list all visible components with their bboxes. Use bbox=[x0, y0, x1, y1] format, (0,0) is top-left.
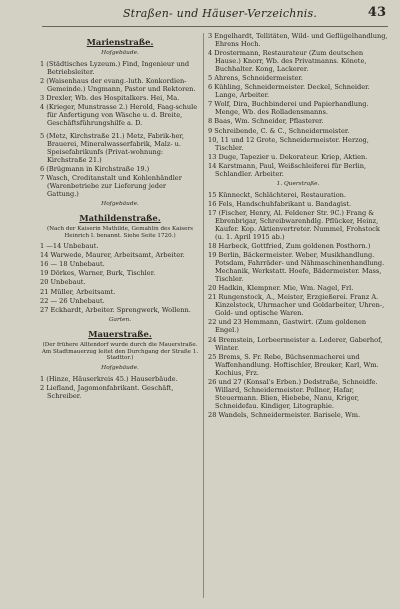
list-item: 2 Liefland, Jagomonfabrikant. Geschäft, Schreiber. bbox=[40, 384, 174, 401]
street-heading-mauerstrasse: Mauerstraße. bbox=[88, 328, 152, 339]
sub-heading: Hofgebäude. bbox=[101, 365, 139, 372]
page-number: 43 bbox=[367, 5, 386, 20]
list-item: 3 Engelhardt, Tellitäten, Wild- und Geflügelhandlung, Ehrens Hoch. bbox=[208, 32, 388, 48]
list-item: 27 Eckhardt, Arbeiter. Sprengwerk, Wollenn. bbox=[40, 305, 191, 314]
list-item: 18 Harbeck, Gottfried, Zum goldenen Posthorn.) bbox=[208, 242, 371, 251]
list-item: 22 — 26 Unbebaut. bbox=[40, 296, 105, 305]
list-item: 7 Wasch, Creditanstalt und Kohlenhändler (Warenbetriebe zur Lieferung jeder Gattung.) bbox=[40, 174, 182, 199]
list-item: 9 Schreibende, C. & C., Schneidermeister. bbox=[208, 126, 350, 135]
right-column bbox=[208, 33, 388, 421]
list-item: 6 (Brügmann in Kirchstraße 19.) bbox=[40, 165, 150, 174]
street-note: (Der frühere Alltendorf wurde durch die Mauerstraße. Am Stadtmauerzug leitet den Durchgang der Straße 1. Stadttor.) bbox=[41, 341, 199, 362]
list-item: 24 Bremstein, Lorbeermeister a. Lederer, Gaberhof, Winter. bbox=[208, 335, 383, 352]
list-item: 21 Rungenstock, A., Meister, Erzgießerei. Franz A. Kinzelstock, Uhrmacher und Goldarbeiter, Uhren-, Gold- und optische Waren. bbox=[208, 293, 385, 318]
sub-heading: 1. Querstraße. bbox=[276, 180, 320, 187]
list-item: 19 Berlin, Bäckermeister. Weber, Musikhandlung. Potsdam, Fahrräder- und Nähmaschinenhandlung. Mechanik, Werkstatt. Hoefe, Bädermeister. Mass, Tischler. bbox=[208, 251, 385, 284]
left-column bbox=[40, 33, 200, 402]
list-item: 13 Duge, Tapezier u. Dekorateur. Kriep, Aktien. bbox=[208, 152, 368, 161]
list-item: 6 Kühling, Schneidermeister. Deckel, Schneider. Lange, Arbeiter. bbox=[208, 83, 370, 100]
list-item: 4 (Krieger, Munstrasse 2.) Herold, Faag-schule für Anfertigung von Wäsche u. d. Breite, Geschäftsführungshilfe a. D. bbox=[40, 103, 198, 128]
page-title: Straßen- und Häuser-Verzeichnis. bbox=[122, 7, 318, 20]
sub-heading: Garten. bbox=[108, 316, 132, 323]
list-item: 20 Hadkin, Klempner. Mie, Wm. Nagel, Frl. bbox=[208, 284, 354, 293]
list-item: 28 Wandels, Schneidermeister. Barisele, Wm. bbox=[208, 410, 361, 419]
list-item: 1 (Hinze, Häuserkreis 45.) Hauserbäude. bbox=[40, 375, 178, 384]
list-item: 21 Müller, Arbeitsamt. bbox=[40, 287, 116, 296]
header-rule bbox=[42, 26, 388, 27]
street-heading-mathildenstrasse: Mathildenstraße. bbox=[79, 213, 161, 224]
list-item: 16 Fels, Handschuhfabrikant u. Bandagist. bbox=[208, 199, 352, 208]
list-item: 4 Drostermann, Restaurateur (Zum deutschen Hause.) Knorr, Wb. des Privatmanns. Könete, Buchhalter. Kong, Lackerer. bbox=[208, 49, 367, 73]
column-divider bbox=[203, 33, 204, 598]
list-item: 25 Brems, S. Fr. Rebe, Büchsenmacherei und Waffenhandlung. Hoftischler, Breuker, Karl, Wm. Kochius, Frz. bbox=[208, 352, 379, 377]
list-item: 19 Dörkes, Warner, Burk, Tischler. bbox=[40, 269, 156, 278]
list-item: 2 (Waisenhaus der evang.-luth. Konkordien-Gemeinde.) Ungmann, Pastor und Rektoren. bbox=[40, 77, 196, 93]
list-item: 5 (Metz, Kirchstraße 21.) Metz, Fabrik-her, Brauerei, Mineralwasserfabrik, Malz- u. Speisefabrikunfs (Privat-wohnung: Kirchstraße 21.) bbox=[40, 132, 184, 165]
street-note: (Nach der Kaiserin Mathilde, Gemahlin des Kaisers Heinrich I. benannt. Siehe Seite 1720.) bbox=[46, 226, 194, 240]
list-item: 14 Warwede, Maurer, Arbeitsamt, Arbeiter. bbox=[40, 251, 185, 260]
list-item: 5 Ahrens, Schneidermeister. bbox=[208, 74, 303, 83]
list-item: 20 Unbebaut. bbox=[40, 278, 86, 287]
sub-heading: Hofgebäude. bbox=[101, 201, 139, 208]
list-item: 1 —14 Unbebaut. bbox=[40, 241, 99, 250]
sub-heading: Hofgebäude. bbox=[101, 50, 139, 56]
list-item: 15 Künneckt, Schlächterei, Restauration. bbox=[208, 190, 347, 199]
list-item: 8 Baas, Wm. Schneider, Pflasterer. bbox=[208, 117, 324, 126]
list-item: 10, 11 und 12 Grote, Schneidermeister. Herzog, Tischler. bbox=[208, 135, 369, 152]
list-item: 17 (Fischer, Henry, Al. Feldener Str. 9C.) Frang & Ebrenbrigar, Schreibwarenhdlg. Pflücker, Heinz, Kaufer. Kop. Aktienvertreter. Nummel, Frohstock (u. 1. April 1915 ab.) bbox=[208, 209, 380, 241]
list-item: 1 (Städtisches Lyzeum.) Find, Ingenieur und Betriebsleiter. bbox=[40, 59, 190, 76]
list-item: 3 Drexler, Wb. des Hospitalkers. Hei, Ma. bbox=[40, 94, 180, 103]
list-item: 16 — 18 Unbebaut. bbox=[40, 260, 105, 269]
page-header bbox=[0, 0, 400, 28]
street-heading-marienstrasse: Marienstraße. bbox=[86, 37, 154, 47]
list-item: 7 Wolf, Dira, Buchbinderei und Papierhandlung. Menge, Wb. des Rolladensmanns. bbox=[208, 100, 369, 117]
list-item: 14 Karstmann, Paul, Weißschleiferei für Berlin, Schlandler. Arbeiter. bbox=[208, 161, 367, 178]
list-item: 26 und 27 (Konsal's Erben.) Dedstraße, Schneidfe. Willard, Schneidermeister. Pollner, Hafar, Steuermann. Blien, Hiebebe, Nanu, Kriger, Schneidefau. Kindiger, Litographie. bbox=[208, 377, 378, 410]
list-item: 22 und 23 Hemmann, Gastwirt. (Zum goldenen Engel.) bbox=[208, 318, 367, 335]
